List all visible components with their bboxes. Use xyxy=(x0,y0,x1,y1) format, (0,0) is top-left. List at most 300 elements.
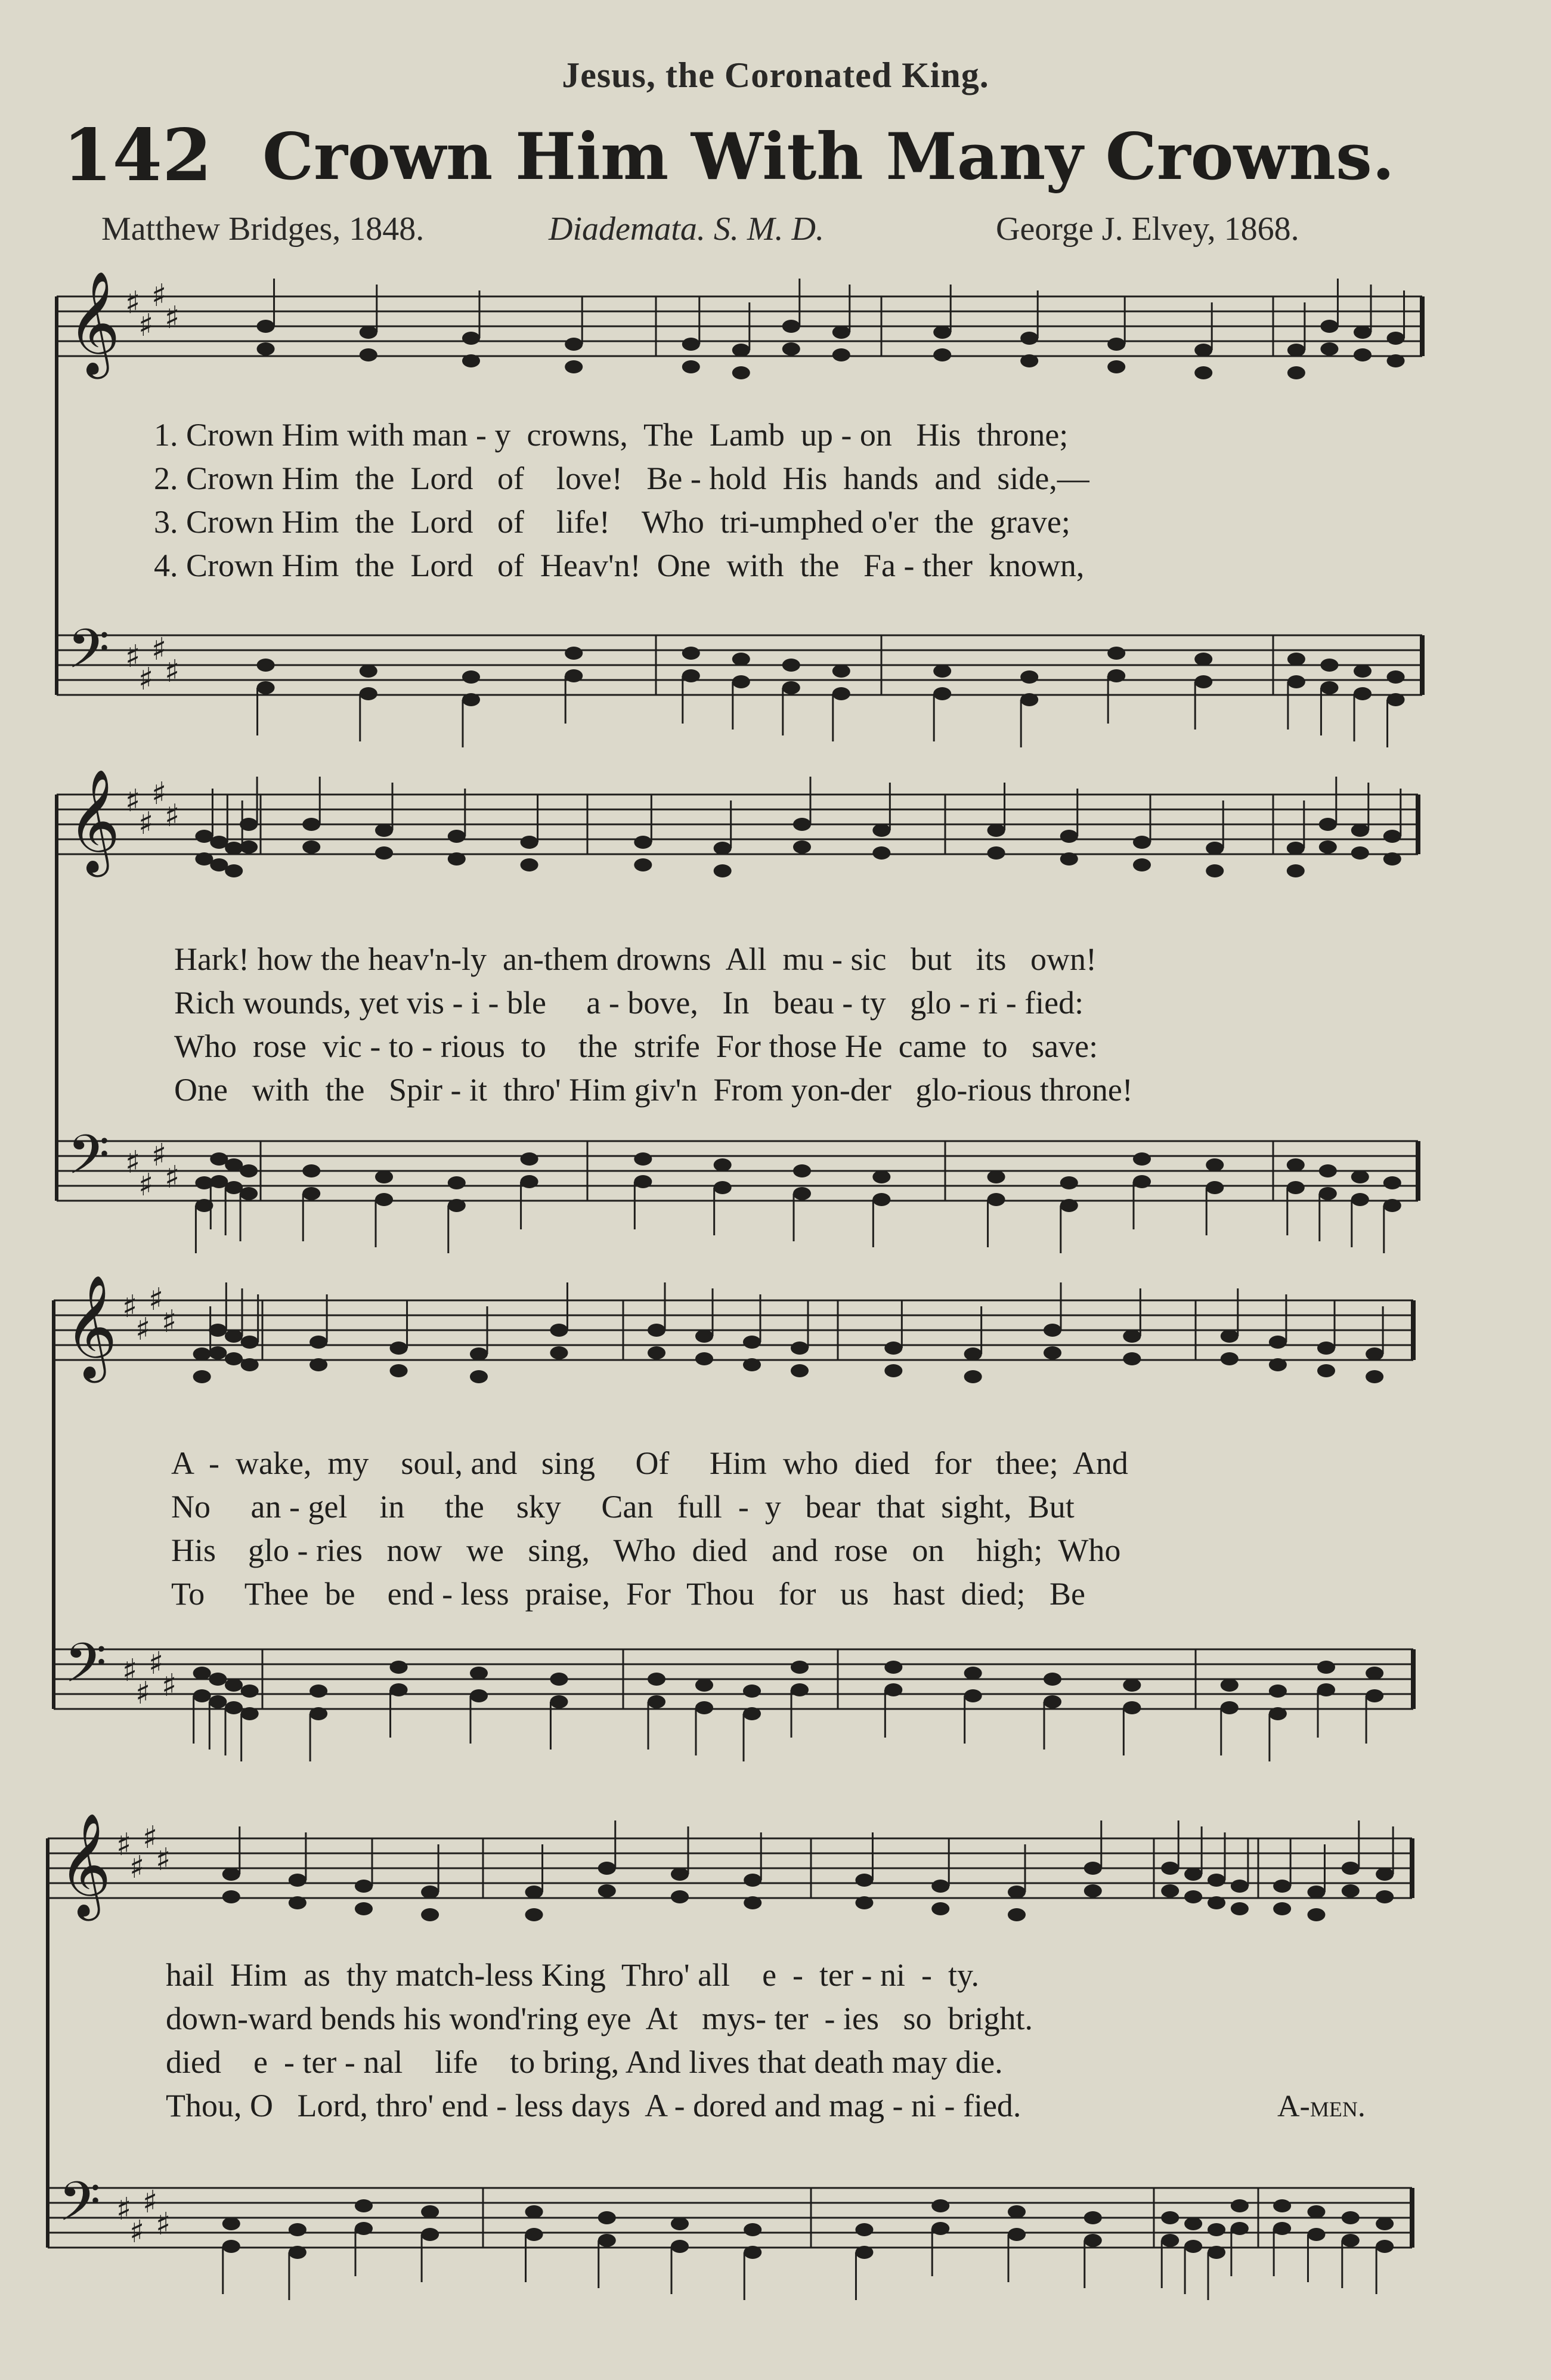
note-head xyxy=(1133,1175,1151,1188)
note-head xyxy=(1354,664,1372,678)
note-head xyxy=(257,320,275,333)
note-head xyxy=(1387,332,1405,345)
note-head xyxy=(1287,366,1305,379)
key-sharp-icon: ♯ xyxy=(135,1676,151,1711)
note-head xyxy=(1060,1199,1078,1212)
note-head xyxy=(1383,1176,1401,1189)
note-head xyxy=(732,675,750,688)
note-head xyxy=(987,824,1005,837)
note-head xyxy=(695,1701,713,1714)
note-head xyxy=(1366,1689,1383,1702)
lyric-line-s3-v1: A - wake, my soul, and sing Of Him who died for thee; And xyxy=(171,1445,1128,1481)
lyric-line-s3-v2: No an - gel in the sky Can full - y bear that sight, But xyxy=(171,1489,1075,1525)
note-head xyxy=(1273,1880,1291,1893)
note-head xyxy=(743,1358,761,1371)
note-head xyxy=(1342,1862,1360,1875)
note-head xyxy=(390,1661,408,1674)
note-head xyxy=(1206,1181,1224,1194)
note-head xyxy=(521,858,538,871)
note-head xyxy=(1206,842,1224,855)
note-head xyxy=(872,1193,890,1206)
note-head xyxy=(448,830,466,843)
note-head xyxy=(732,344,750,357)
note-head xyxy=(1273,1902,1291,1915)
key-sharp-icon: ♯ xyxy=(151,632,167,667)
lyric-line-s1-v4: 4. Crown Him the Lord of Heav'n! One with the Fa - ther known, xyxy=(154,548,1085,583)
note-head xyxy=(964,1370,982,1383)
note-head xyxy=(714,842,732,855)
note-head xyxy=(598,1884,616,1897)
note-head xyxy=(872,846,890,860)
key-sharp-icon: ♯ xyxy=(151,1138,167,1173)
tune-meter: Diademata. S. M. D. xyxy=(549,211,824,248)
note-head xyxy=(1221,1679,1239,1692)
note-head xyxy=(1221,1330,1239,1343)
treble-clef-icon: 𝄞 xyxy=(67,769,120,873)
note-head xyxy=(1269,1336,1287,1349)
note-head xyxy=(1231,2222,1249,2235)
note-head xyxy=(1044,1695,1061,1708)
note-head xyxy=(390,1683,408,1696)
note-head xyxy=(1307,1908,1325,1921)
note-head xyxy=(782,320,800,333)
key-sharp-icon: ♯ xyxy=(165,1160,180,1195)
note-head xyxy=(1383,852,1401,866)
lyric-line-s4-v2: down-ward bends his wond'ring eye At mys- ter - ies so bright. xyxy=(166,2001,1033,2036)
note-head xyxy=(1273,2222,1291,2235)
bass-clef-icon: 𝄢 xyxy=(58,2170,101,2246)
note-head xyxy=(793,840,811,854)
note-head xyxy=(525,2205,543,2218)
note-head xyxy=(1161,2211,1179,2224)
note-head xyxy=(421,1908,439,1921)
note-head xyxy=(193,1370,211,1383)
note-head xyxy=(855,1896,873,1909)
note-head xyxy=(1287,675,1305,688)
note-head xyxy=(193,1667,211,1680)
note-head xyxy=(872,824,890,837)
note-head xyxy=(240,818,258,831)
lyric-line-s4-v4: Thou, O Lord, thro' end - less days A - dored and mag - ni - fied. xyxy=(166,2088,1021,2124)
note-head xyxy=(225,1701,243,1714)
note-head xyxy=(714,1181,732,1194)
note-head xyxy=(360,664,377,678)
note-head xyxy=(550,1346,568,1359)
note-head xyxy=(1317,1364,1335,1377)
key-sharp-icon: ♯ xyxy=(122,1289,138,1325)
note-head xyxy=(390,1364,408,1377)
note-head xyxy=(695,1352,713,1365)
note-head xyxy=(782,681,800,694)
note-head xyxy=(565,669,583,682)
note-head xyxy=(470,1667,488,1680)
note-head xyxy=(1161,1862,1179,1875)
note-head xyxy=(565,338,583,351)
note-head xyxy=(1060,830,1078,843)
note-head xyxy=(1044,1673,1061,1686)
note-head xyxy=(791,1683,809,1696)
note-head xyxy=(598,1862,616,1875)
note-head xyxy=(1084,2234,1102,2247)
note-head xyxy=(964,1689,982,1702)
lyric-line-s1-v1: 1. Crown Him with man - y crowns, The Lamb up - on His throne; xyxy=(154,417,1069,453)
note-head xyxy=(309,1336,327,1349)
note-head xyxy=(1319,1187,1337,1200)
key-sharp-icon: ♯ xyxy=(165,654,180,690)
note-head xyxy=(933,348,951,361)
note-head xyxy=(931,2199,949,2212)
key-sharp-icon: ♯ xyxy=(165,798,180,834)
note-head xyxy=(550,1673,568,1686)
note-head xyxy=(1342,2211,1360,2224)
note-head xyxy=(1133,858,1151,871)
note-head xyxy=(360,348,377,361)
key-sharp-icon: ♯ xyxy=(138,806,154,842)
note-head xyxy=(241,1684,259,1698)
note-head xyxy=(225,864,243,877)
note-head xyxy=(1194,344,1212,357)
key-sharp-icon: ♯ xyxy=(148,1646,164,1682)
lyric-line-s2-v1: Hark! how the heav'n-ly an-them drowns All mu - sic but its own! xyxy=(174,941,1097,977)
note-head xyxy=(1020,332,1038,345)
note-head xyxy=(1317,1661,1335,1674)
note-head xyxy=(682,647,700,660)
key-sharp-icon: ♯ xyxy=(143,2184,158,2220)
hymn-title: Crown Him With Many Crowns. xyxy=(262,119,1395,194)
note-head xyxy=(360,687,377,700)
note-head xyxy=(193,1689,211,1702)
note-head xyxy=(1376,1890,1394,1903)
note-head xyxy=(782,659,800,672)
note-head xyxy=(987,1170,1005,1183)
note-head xyxy=(1123,1352,1141,1365)
note-head xyxy=(782,342,800,356)
key-sharp-icon: ♯ xyxy=(125,1145,141,1180)
note-head xyxy=(648,1673,665,1686)
note-head xyxy=(832,664,850,678)
note-head xyxy=(1208,2246,1225,2259)
note-head xyxy=(462,670,480,684)
note-head xyxy=(732,366,750,379)
note-head xyxy=(743,1707,761,1720)
note-head xyxy=(565,360,583,373)
note-head xyxy=(355,1880,373,1893)
note-head xyxy=(1107,360,1125,373)
note-head xyxy=(462,332,480,345)
note-head xyxy=(1133,1152,1151,1166)
key-sharp-icon: ♯ xyxy=(151,776,167,812)
note-head xyxy=(1319,840,1337,854)
note-head xyxy=(525,1908,543,1921)
lyric-line-s2-v4: One with the Spir - it thro' Him giv'n From yon-der glo-rious throne! xyxy=(174,1072,1133,1108)
note-head xyxy=(470,1689,488,1702)
note-head xyxy=(257,342,275,356)
note-head xyxy=(931,1902,949,1915)
note-head xyxy=(1351,1193,1369,1206)
note-head xyxy=(525,2228,543,2241)
note-head xyxy=(598,2234,616,2247)
note-head xyxy=(791,1342,809,1355)
note-head xyxy=(241,1358,259,1371)
key-sharp-icon: ♯ xyxy=(116,2192,132,2227)
key-sharp-icon: ♯ xyxy=(156,2206,171,2242)
note-head xyxy=(648,1346,665,1359)
note-head xyxy=(1307,2228,1325,2241)
note-head xyxy=(1307,2205,1325,2218)
note-head xyxy=(1387,670,1405,684)
note-head xyxy=(1107,669,1125,682)
note-head xyxy=(933,687,951,700)
note-head xyxy=(1366,1370,1383,1383)
note-head xyxy=(521,1152,538,1166)
note-head xyxy=(390,1342,408,1355)
note-head xyxy=(671,2240,689,2253)
note-head xyxy=(525,1886,543,1899)
note-head xyxy=(222,1890,240,1903)
note-head xyxy=(1287,344,1305,357)
lyric-line-s2-v3: Who rose vic - to - rious to the strife For those He came to save: xyxy=(174,1028,1098,1064)
note-head xyxy=(1020,693,1038,706)
note-head xyxy=(565,647,583,660)
note-head xyxy=(1184,1868,1202,1881)
note-head xyxy=(793,1164,811,1177)
note-head xyxy=(1320,342,1338,356)
note-head xyxy=(832,326,850,339)
note-head xyxy=(793,818,811,831)
note-head xyxy=(375,846,393,860)
note-head xyxy=(1123,1679,1141,1692)
note-head xyxy=(634,1152,652,1166)
note-head xyxy=(1320,659,1338,672)
note-head xyxy=(1307,1886,1325,1899)
note-head xyxy=(964,1667,982,1680)
note-head xyxy=(1184,2240,1202,2253)
note-head xyxy=(1320,681,1338,694)
note-head xyxy=(209,1346,227,1359)
note-head xyxy=(1383,1199,1401,1212)
note-head xyxy=(682,360,700,373)
note-head xyxy=(222,2240,240,2253)
note-head xyxy=(1084,1862,1102,1875)
note-head xyxy=(964,1347,982,1361)
note-head xyxy=(1269,1684,1287,1698)
note-head xyxy=(1060,852,1078,866)
note-head xyxy=(550,1695,568,1708)
note-head xyxy=(1317,1342,1335,1355)
note-head xyxy=(240,840,258,854)
key-sharp-icon: ♯ xyxy=(148,1282,164,1318)
note-head xyxy=(744,1896,761,1909)
note-head xyxy=(1008,1886,1026,1899)
note-head xyxy=(987,1193,1005,1206)
note-head xyxy=(1206,864,1224,877)
note-head xyxy=(1354,348,1372,361)
note-head xyxy=(360,326,377,339)
note-head xyxy=(1342,1884,1360,1897)
treble-clef-icon: 𝄞 xyxy=(58,1813,112,1917)
note-head xyxy=(1020,670,1038,684)
treble-clef-icon: 𝄞 xyxy=(67,271,120,375)
note-head xyxy=(933,326,951,339)
key-sharp-icon: ♯ xyxy=(151,278,167,314)
note-head xyxy=(1208,1874,1225,1887)
key-sharp-icon: ♯ xyxy=(129,2214,145,2250)
note-head xyxy=(1319,818,1337,831)
key-sharp-icon: ♯ xyxy=(165,300,180,336)
note-head xyxy=(1366,1347,1383,1361)
note-head xyxy=(1376,1868,1394,1881)
note-head xyxy=(1319,1164,1337,1177)
note-head xyxy=(714,864,732,877)
note-head xyxy=(791,1364,809,1377)
note-head xyxy=(225,1352,243,1365)
note-head xyxy=(225,1679,243,1692)
note-head xyxy=(791,1661,809,1674)
note-head xyxy=(1387,693,1405,706)
hymnal-section-heading: Jesus, the Coronated King. xyxy=(562,55,989,95)
key-sharp-icon: ♯ xyxy=(162,1668,177,1704)
note-head xyxy=(521,1175,538,1188)
note-head xyxy=(1123,1701,1141,1714)
note-head xyxy=(1184,2217,1202,2230)
lyric-line-s4-v1: hail Him as thy match-less King Thro' all e - ter - ni - ty. xyxy=(166,1957,979,1993)
note-head xyxy=(743,1684,761,1698)
note-head xyxy=(1351,846,1369,860)
note-head xyxy=(671,1868,689,1881)
note-head xyxy=(1008,2205,1026,2218)
lyric-line-s2-v2: Rich wounds, yet vis - i - ble a - bove, In beau - ty glo - ri - fied: xyxy=(174,985,1084,1021)
lyric-line-s3-v4: To Thee be end - less praise, For Thou for us hast died; Be xyxy=(171,1576,1085,1612)
note-head xyxy=(884,1364,902,1377)
note-head xyxy=(743,1336,761,1349)
note-head xyxy=(1366,1667,1383,1680)
note-head xyxy=(225,1330,243,1343)
note-head xyxy=(1231,1880,1249,1893)
hymn-number: 142 xyxy=(63,113,212,197)
note-head xyxy=(1044,1324,1061,1337)
note-head xyxy=(1376,2217,1394,2230)
key-sharp-icon: ♯ xyxy=(162,1304,177,1340)
note-head xyxy=(1287,1158,1305,1172)
key-sharp-icon: ♯ xyxy=(125,285,141,321)
note-head xyxy=(648,1695,665,1708)
note-head xyxy=(1376,2240,1394,2253)
lyric-line-s4-v3: died e - ter - nal life to bring, And lives that death may die. xyxy=(166,2044,1003,2080)
lyric-line-s1-v3: 3. Crown Him the Lord of life! Who tri-umphed o'er the grave; xyxy=(154,504,1070,540)
note-head xyxy=(1287,864,1305,877)
note-head xyxy=(289,1874,307,1887)
note-head xyxy=(1317,1683,1335,1696)
note-head xyxy=(309,1684,327,1698)
note-head xyxy=(241,1707,259,1720)
note-head xyxy=(448,852,466,866)
note-head xyxy=(855,2246,873,2259)
key-sharp-icon: ♯ xyxy=(125,783,141,819)
note-head xyxy=(302,1187,320,1200)
note-head xyxy=(671,1890,689,1903)
note-head xyxy=(872,1170,890,1183)
note-head xyxy=(1342,2234,1360,2247)
note-head xyxy=(793,1187,811,1200)
note-head xyxy=(732,653,750,666)
note-head xyxy=(309,1707,327,1720)
key-sharp-icon: ♯ xyxy=(125,639,141,675)
note-head xyxy=(289,2223,307,2236)
lyric-line-s1-v2: 2. Crown Him the Lord of love! Be - hold His hands and side,— xyxy=(154,460,1089,496)
note-head xyxy=(1123,1330,1141,1343)
note-head xyxy=(550,1324,568,1337)
note-head xyxy=(1206,1158,1224,1172)
key-sharp-icon: ♯ xyxy=(156,1842,171,1878)
note-head xyxy=(421,1886,439,1899)
note-head xyxy=(1020,354,1038,367)
note-head xyxy=(1287,842,1305,855)
note-head xyxy=(209,1695,227,1708)
key-sharp-icon: ♯ xyxy=(122,1653,138,1689)
note-head xyxy=(470,1370,488,1383)
note-head xyxy=(309,1358,327,1371)
note-head xyxy=(714,1158,732,1172)
lyric-line-s3-v3: His glo - ries now we sing, Who died and rose on high; Who xyxy=(171,1532,1121,1568)
note-head xyxy=(933,664,951,678)
note-head xyxy=(931,1880,949,1893)
key-sharp-icon: ♯ xyxy=(135,1312,151,1347)
key-sharp-icon: ♯ xyxy=(138,662,154,697)
note-head xyxy=(1354,326,1372,339)
note-head xyxy=(832,348,850,361)
note-head xyxy=(634,836,652,849)
note-head xyxy=(257,659,275,672)
note-head xyxy=(1351,824,1369,837)
note-head xyxy=(671,2217,689,2230)
note-head xyxy=(289,1896,307,1909)
key-sharp-icon: ♯ xyxy=(138,308,154,344)
key-sharp-icon: ♯ xyxy=(143,1820,158,1856)
note-head xyxy=(375,1193,393,1206)
note-head xyxy=(1184,1890,1202,1903)
note-head xyxy=(1383,830,1401,843)
note-head xyxy=(1221,1701,1239,1714)
author-credit: Matthew Bridges, 1848. xyxy=(101,211,425,248)
note-head xyxy=(744,1874,761,1887)
composer-credit: George J. Elvey, 1868. xyxy=(996,211,1299,248)
note-head xyxy=(884,1342,902,1355)
note-head xyxy=(302,1164,320,1177)
note-head xyxy=(1084,1884,1102,1897)
note-head xyxy=(448,1199,466,1212)
note-head xyxy=(470,1347,488,1361)
key-sharp-icon: ♯ xyxy=(116,1827,132,1863)
bass-clef-icon: 𝄢 xyxy=(67,1123,110,1200)
note-head xyxy=(257,681,275,694)
note-head xyxy=(648,1324,665,1337)
amen-label: A-men. xyxy=(1277,2090,1366,2124)
note-head xyxy=(744,2246,761,2259)
note-head xyxy=(695,1330,713,1343)
note-head xyxy=(832,687,850,700)
note-head xyxy=(1287,653,1305,666)
note-head xyxy=(1084,2211,1102,2224)
note-head xyxy=(448,1176,466,1189)
note-head xyxy=(1208,1896,1225,1909)
note-head xyxy=(1161,1884,1179,1897)
note-head xyxy=(682,338,700,351)
bass-clef-icon: 𝄢 xyxy=(67,617,110,694)
note-head xyxy=(1287,1181,1305,1194)
note-head xyxy=(1269,1358,1287,1371)
treble-clef-icon: 𝄞 xyxy=(64,1275,117,1378)
note-head xyxy=(884,1683,902,1696)
